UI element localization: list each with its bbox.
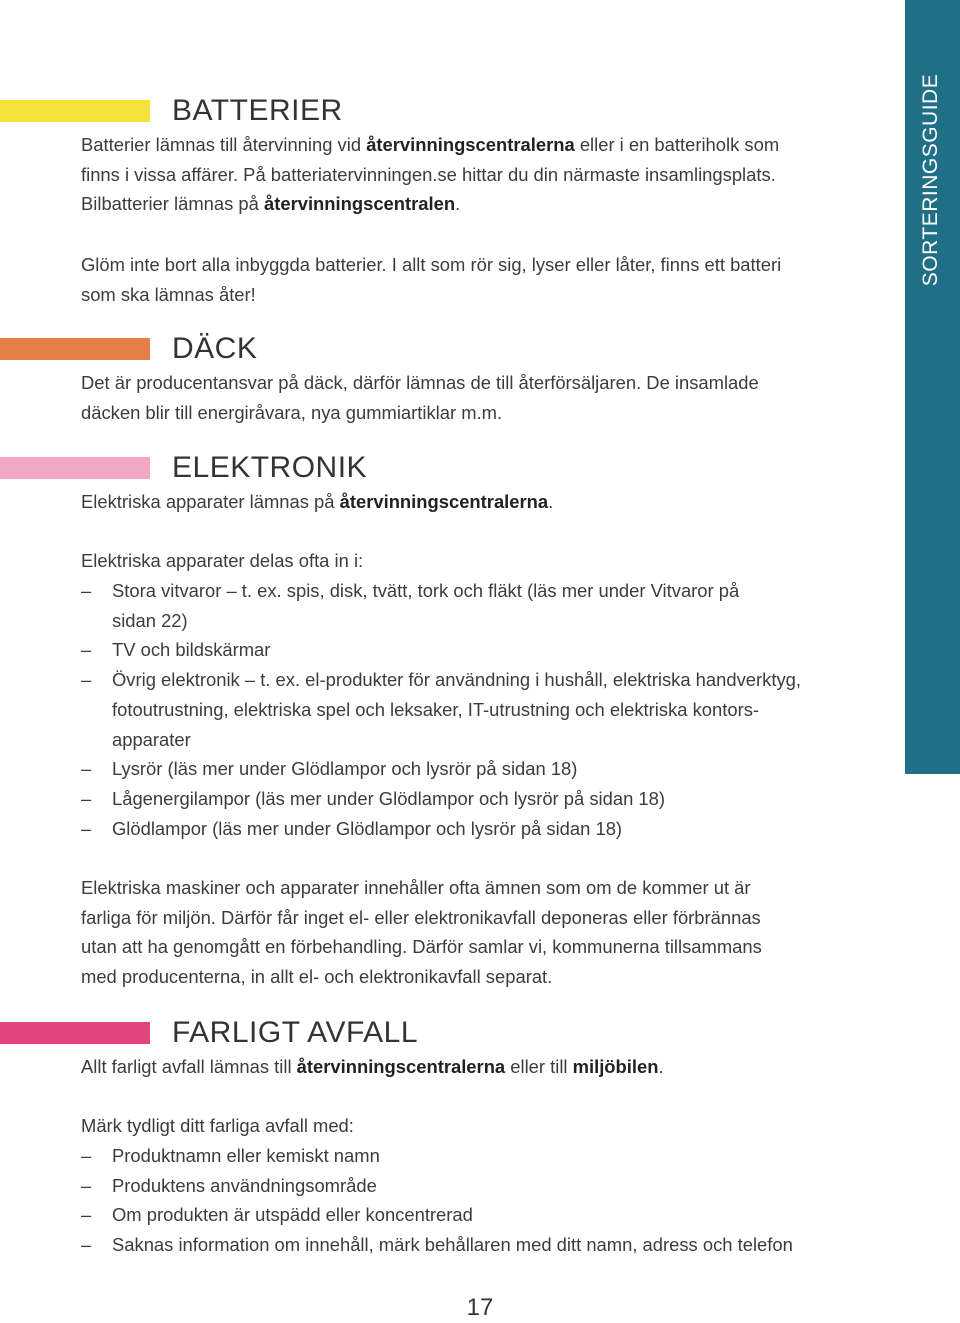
- dash-bullet: –: [81, 787, 92, 809]
- elektronik-paragraph-2: Elektriska maskiner och apparater innehåller ofta ämnen som om de kommer ut är farliga för miljön. Därför får inget el- eller elektronikavfall deponeras eller förbrännas utan att ha genomgått en förbehandling. Därför samlar vi, kommunerna tillsammans med producenterna, in allt el- och elektronikavfall separat.: [81, 877, 762, 988]
- batterier-heading: BATTERIER: [172, 94, 343, 127]
- list-item: – Glödlampor (läs mer under Glödlampor och lysrör på sidan 18): [81, 814, 801, 844]
- elektronik-heading: ELEKTRONIK: [172, 451, 368, 484]
- page-number: 17: [466, 1294, 494, 1321]
- farligt-avfall-list-intro: Märk tydligt ditt farliga avfall med:: [81, 1115, 354, 1136]
- list-item: – Lågenergilampor (läs mer under Glödlampor och lysrör på sidan 18): [81, 784, 801, 814]
- dash-bullet: –: [81, 817, 92, 839]
- batterier-color-bar: [0, 100, 150, 122]
- elektronik-paragraph-1: Elektriska apparater lämnas på återvinningscentralerna.: [81, 491, 554, 512]
- dack-color-bar: [0, 338, 150, 360]
- farligt-avfall-heading: FARLIGT AVFALL: [172, 1016, 419, 1049]
- dash-bullet: –: [81, 1145, 92, 1166]
- list-item: – Produktens användningsområde: [81, 1171, 793, 1201]
- dash-bullet: –: [81, 639, 92, 661]
- list-item: – TV och bildskärmar: [81, 635, 801, 665]
- dash-bullet: –: [81, 1174, 92, 1196]
- list-item: – Saknas information om innehåll, märk behållaren med ditt namn, adress och telefon: [81, 1230, 793, 1260]
- farligt-avfall-list: [81, 1141, 793, 1260]
- dash-bullet: –: [81, 1204, 92, 1226]
- side-tab-label: SORTERINGSGUIDE: [919, 73, 942, 287]
- elektronik-color-bar: [0, 457, 150, 479]
- list-item: – Om produkten är utspädd eller koncentrerad: [81, 1200, 793, 1230]
- dash-bullet: –: [81, 580, 92, 601]
- dash-bullet: –: [81, 758, 92, 780]
- list-item: – Stora vitvaror – t. ex. spis, disk, tvätt, tork och fläkt (läs mer under Vitvaror på sidan 22): [81, 576, 801, 635]
- dack-paragraph: Det är producentansvar på däck, därför lämnas de till återförsäljaren. De insamlade däcken blir till energiråvara, nya gummiartiklar m.m.: [81, 372, 759, 423]
- farligt-avfall-paragraph: Allt farligt avfall lämnas till återvinningscentralerna eller till miljöbilen.: [81, 1056, 664, 1077]
- dash-bullet: –: [81, 669, 92, 691]
- dash-bullet: –: [81, 1234, 92, 1256]
- list-item: – Produktnamn eller kemiskt namn: [81, 1141, 793, 1171]
- list-item: – Övrig elektronik – t. ex. el-produkter för användning i hushåll, elektriska handverktyg, fotoutrustning, elektriska spel och leksaker, IT-utrustning och elektriska kontors- apparater: [81, 665, 801, 754]
- dack-heading: DÄCK: [172, 332, 258, 365]
- batterier-paragraph-1: Batterier lämnas till återvinning vid återvinningscentralerna eller i en batteriholk som finns i vissa affärer. På batteriatervinningen.se hittar du din närmaste insamlingsplats. Bilbatterier lämnas på återvinningscentralen.: [81, 134, 780, 215]
- elektronik-list: [81, 576, 801, 843]
- list-item: – Lysrör (läs mer under Glödlampor och lysrör på sidan 18): [81, 754, 801, 784]
- batterier-paragraph-2: Glöm inte bort alla inbyggda batterier. I allt som rör sig, lyser eller låter, finns ett batteri som ska lämnas åter!: [81, 254, 782, 305]
- elektronik-list-intro: Elektriska apparater delas ofta in i:: [81, 550, 364, 571]
- farligt-avfall-color-bar: [0, 1022, 150, 1044]
